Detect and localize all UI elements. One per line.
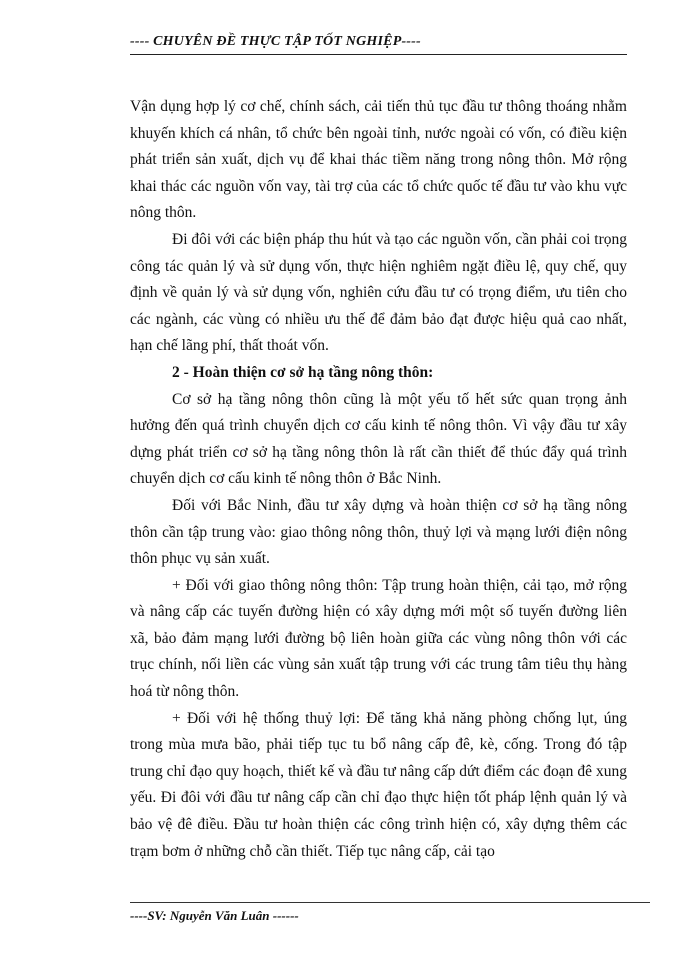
paragraph-5: + Đối với giao thông nông thôn: Tập trung hoàn thiện, cải tạo, mở rộng và nâng cấp các tuyến đường hiện có xây dựng mới một số tuyến đường liên xã, bảo đảm mạng lưới đường bộ liên hoàn giữa các vùng nông thôn với các trục chính, nối liền các vùng sản xuất tập trung với các trung tâm tiêu thụ hàng hoá từ nông thôn.	[130, 576, 627, 701]
paragraph-4: Đối với Bắc Ninh, đầu tư xây dựng và hoàn thiện cơ sở hạ tầng nông thôn cần tập trung vào: giao thông nông thôn, thuỷ lợi và mạng lưới điện nông thôn phục vụ sản xuất.	[130, 496, 627, 568]
paragraph-2: Đi đôi với các biện pháp thu hút và tạo các nguồn vốn, cần phải coi trọng công tác quản lý và sử dụng vốn, thực hiện nghiêm ngặt điều lệ, quy chế, quy định về quản lý và sử dụng vốn, nghiên cứu đầu tư có trọng điểm, ưu tiên cho các ngành, các vùng có nhiều ưu thế để đảm bảo đạt được hiệu quả cao nhất, hạn chế lãng phí, thất thoát vốn.	[130, 230, 627, 355]
paragraph-3: Cơ sở hạ tầng nông thôn cũng là một yếu tố hết sức quan trọng ảnh hưởng đến quá trình chuyển dịch cơ cấu kinh tế nông thôn. Vì vậy đầu tư xây dựng phát triển cơ sở hạ tầng nông thôn là rất cần thiết để thúc đẩy quá trình chuyển dịch cơ cấu kinh tế nông thôn ở Bắc Ninh.	[130, 390, 627, 488]
paragraph-1: Vận dụng hợp lý cơ chế, chính sách, cải tiến thủ tục đầu tư thông thoáng nhằm khuyến khích cá nhân, tổ chức bên ngoài tỉnh, nước ngoài có vốn, có điều kiện phát triển sản xuất, dịch vụ để khai thác tiềm năng trong nông thôn. Mở rộng khai thác các nguồn vốn vay, tài trợ của các tổ chức quốc tế đầu tư vào khu vực nông thôn.	[130, 98, 627, 222]
document-body	[130, 94, 627, 865]
section-heading: 2 - Hoàn thiện cơ sở hạ tầng nông thôn:	[172, 363, 434, 381]
page-header	[130, 34, 627, 55]
paragraph-6: + Đối với hệ thống thuỷ lợi: Để tăng khả năng phòng chống lụt, úng trong mùa mưa bão, phải tiếp tục tu bổ nâng cấp đê, kè, cống. Trong đó tập trung chỉ đạo quy hoạch, thiết kế và đầu tư nâng cấp dứt điểm các đoạn đê xung yếu. Đi đôi với đầu tư nâng cấp cần chỉ đạo thực hiện tốt pháp lệnh quản lý và bảo vệ đê điều. Đầu tư hoàn thiện các công trình hiện có, xây dựng thêm các trạm bơm ở những chỗ cần thiết. Tiếp tục nâng cấp, cải tạo	[130, 709, 627, 860]
footer-divider	[130, 902, 650, 903]
header-title: ---- CHUYÊN ĐỀ THỰC TẬP TỐT NGHIỆP----	[130, 34, 421, 49]
footer-author: ----SV: Nguyễn Văn Luân ------	[130, 908, 299, 923]
